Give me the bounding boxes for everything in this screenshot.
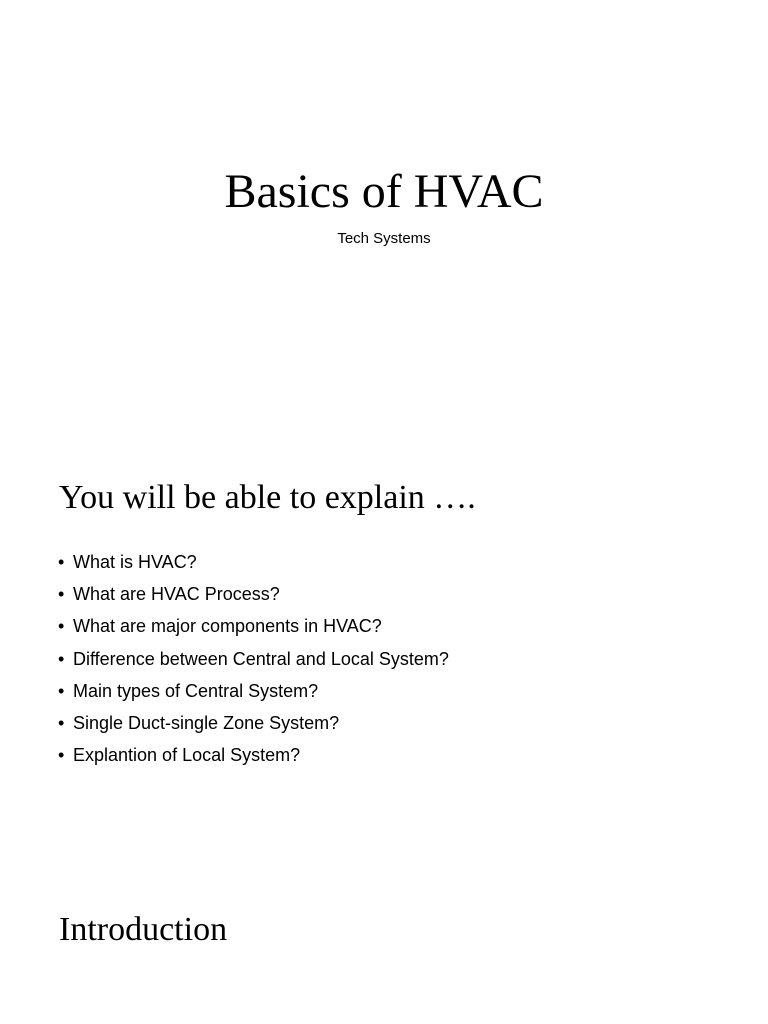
bullet-icon: • [58,745,65,766]
list-item [58,550,449,582]
bullet-icon: • [58,616,65,637]
bullet-icon: • [58,648,65,669]
list-item [58,647,449,679]
list-item [58,743,449,775]
bullet-icon: • [58,712,65,733]
bullet-icon: • [58,584,65,605]
bullet-icon: • [58,680,65,701]
presentation-subtitle: Tech Systems [337,230,431,247]
bullet-icon: • [58,552,65,572]
introduction-heading: Introduction [59,911,228,948]
objectives-heading: You will be able to explain …. [59,479,476,516]
list-item-text: What is HVAC? [73,552,197,572]
presentation-title: Basics of HVAC [224,165,544,218]
title-slide [0,0,768,432]
list-item-text: Difference between Central and Local System? [73,648,449,669]
list-item [58,679,449,711]
objectives-slide [0,432,768,864]
list-item-text: Explantion of Local System? [73,745,301,766]
list-item-text: What are HVAC Process? [73,584,280,605]
list-item-text: What are major components in HVAC? [73,616,382,637]
list-item [58,582,449,614]
list-item [58,711,449,743]
objectives-list [58,550,449,775]
list-item [58,614,449,646]
introduction-slide [0,864,768,1024]
list-item-text: Main types of Central System? [73,680,319,701]
list-item-text: Single Duct-single Zone System? [73,712,340,733]
